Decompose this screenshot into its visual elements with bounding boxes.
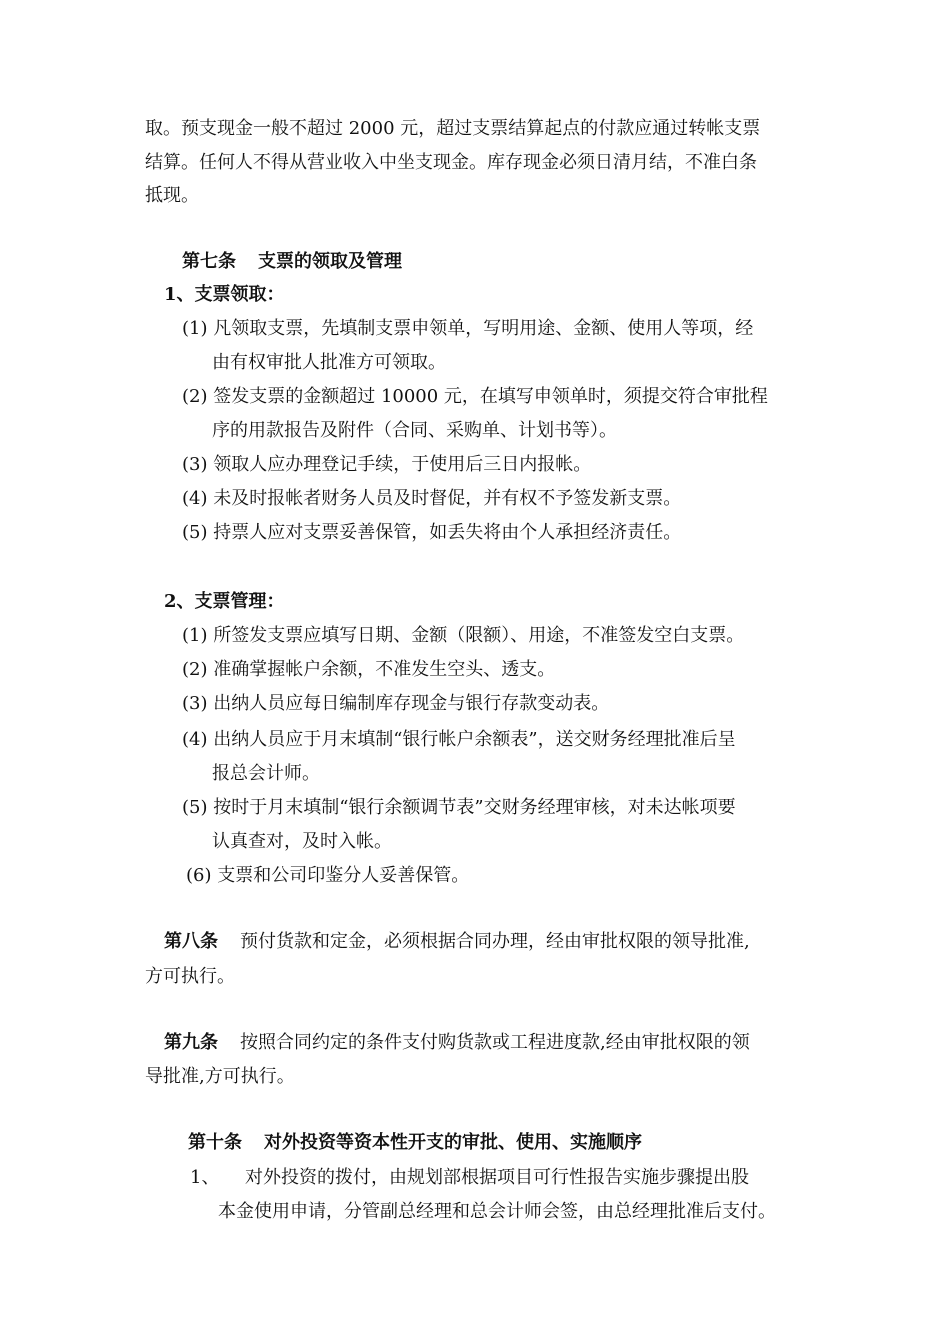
list-item: (4) 出纳人员应于月末填制“银行帐户余额表”，送交财务经理批准后呈 <box>182 729 736 750</box>
list-item: (6) 支票和公司印鉴分人妥善保管。 <box>186 865 470 886</box>
article-number: 第十条 <box>188 1132 242 1153</box>
article-number: 第七条 <box>182 251 236 272</box>
list-item: (2) 签发支票的金额超过 10000 元，在填写申领单时，须提交符合审批程 <box>182 386 768 407</box>
list-item-cont: 序的用款报告及附件（合同、采购单、计划书等）。 <box>212 420 617 441</box>
body-line: 抵现。 <box>145 185 199 206</box>
article-8-line <box>164 929 750 955</box>
article-text: 按照合同约定的条件支付购货款或工程进度款,经由审批权限的领 <box>240 1032 750 1053</box>
list-item: (3) 出纳人员应每日编制库存现金与银行存款变动表。 <box>182 693 610 714</box>
list-item: (4) 未及时报帐者财务人员及时督促，并有权不予签发新支票。 <box>182 488 682 509</box>
article-9-line <box>164 1030 750 1056</box>
body-line: 方可执行。 <box>145 966 235 987</box>
list-item: (5) 持票人应对支票妥善保管，如丢失将由个人承担经济责任。 <box>182 522 682 543</box>
list-item: (5) 按时于月末填制“银行余额调节表”交财务经理审核，对未达帐项要 <box>182 797 736 818</box>
list-item-cont: 报总会计师。 <box>212 763 320 784</box>
list-item: (2) 准确掌握帐户余额，不准发生空头、透支。 <box>182 659 556 680</box>
article-7-heading <box>182 249 402 275</box>
article-number: 第八条 <box>164 931 218 952</box>
section-heading: 1、支票领取： <box>164 284 285 305</box>
list-item: (3) 领取人应办理登记手续，于使用后三日内报帐。 <box>182 454 592 475</box>
article-title: 支票的领取及管理 <box>258 251 402 272</box>
body-line: 导批准,方可执行。 <box>145 1066 295 1087</box>
list-item-cont: 认真查对，及时入帐。 <box>212 831 392 852</box>
list-item: (1) 所签发支票应填写日期、金额（限额）、用途，不准签发空白支票。 <box>182 625 745 646</box>
list-item-cont: 由有权审批人批准方可领取。 <box>212 352 446 373</box>
list-item-cont: 本金使用申请，分管副总经理和总会计师会签，由总经理批准后支付。 <box>218 1201 776 1222</box>
list-item: 对外投资的拨付，由规划部根据项目可行性报告实施步骤提出股 <box>245 1167 749 1188</box>
section-heading: 2、支票管理： <box>164 591 285 612</box>
article-10-heading <box>188 1130 642 1156</box>
article-title: 对外投资等资本性开支的审批、使用、实施顺序 <box>264 1132 642 1153</box>
body-line: 结算。任何人不得从营业收入中坐支现金。库存现金必须日清月结，不准白条 <box>145 152 757 173</box>
list-item-number: 1、 <box>190 1167 220 1188</box>
list-item: (1) 凡领取支票，先填制支票申领单，写明用途、金额、使用人等项，经 <box>182 318 754 339</box>
article-text: 预付货款和定金，必须根据合同办理，经由审批权限的领导批准, <box>240 931 750 952</box>
body-line: 取。预支现金一般不超过 2000 元，超过支票结算起点的付款应通过转帐支票 <box>145 118 761 139</box>
article-number: 第九条 <box>164 1032 218 1053</box>
